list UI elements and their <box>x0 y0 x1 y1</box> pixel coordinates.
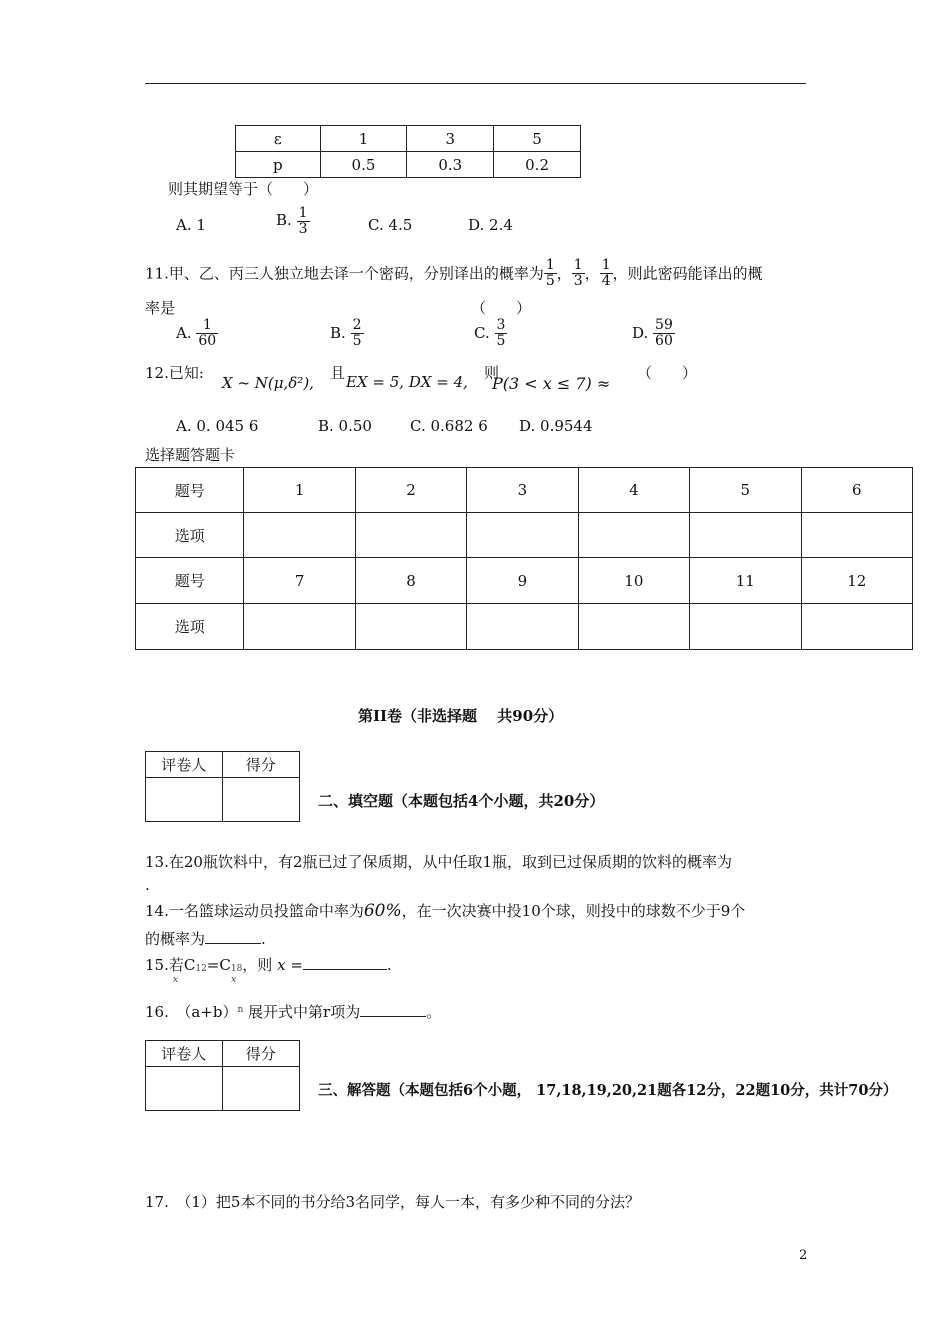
answer-slot[interactable] <box>244 513 355 558</box>
q10-option-a: A. 1 <box>176 216 206 234</box>
fraction <box>196 318 218 348</box>
separator: ， <box>584 264 600 283</box>
table-cell: 0.3 <box>407 152 494 178</box>
q11-line1 <box>145 258 763 288</box>
answer-blank[interactable] <box>205 931 261 944</box>
q14-text: 的概率为 <box>145 930 206 948</box>
q14-text: . <box>261 930 266 948</box>
q12-option-c: C. 0.682 6 <box>410 417 488 435</box>
fraction <box>600 258 613 288</box>
q12-then: 则 <box>484 364 500 382</box>
answer-slot[interactable] <box>801 513 912 558</box>
q15-text: ，则 <box>242 956 273 974</box>
q16-text: 展开式中第r项为 <box>243 1003 361 1021</box>
question-number: 5 <box>690 468 801 513</box>
q15-text: =C <box>206 956 231 974</box>
numerator: 1 <box>601 257 611 273</box>
denominator: 4 <box>601 272 611 289</box>
q14-percent: 60% <box>363 901 402 921</box>
answer-slot[interactable] <box>690 513 801 558</box>
grader-box <box>145 1040 300 1111</box>
q13-line2: . <box>145 876 150 894</box>
section2-title: 二、填空题（本题包括4个小题，共20分） <box>318 792 605 810</box>
table-cell: p <box>236 152 321 178</box>
option-label: D. <box>632 324 649 343</box>
answer-card-header: 题号 <box>136 468 244 513</box>
denominator: 60 <box>198 332 217 349</box>
table-cell: 0.5 <box>320 152 407 178</box>
answer-slot[interactable] <box>690 604 801 650</box>
fraction <box>653 318 675 348</box>
numerator: 2 <box>352 317 362 333</box>
score-slot[interactable] <box>222 778 300 822</box>
q10-option-b <box>276 206 310 236</box>
answer-slot[interactable] <box>801 604 912 650</box>
q17-text: 17. （1）把5本不同的书分给3名同学，每人一本，有多少种不同的分法？ <box>145 1193 640 1211</box>
table-cell: 3 <box>407 126 494 152</box>
q11-option-b <box>330 318 364 348</box>
fraction <box>544 258 557 288</box>
answer-card-header: 题号 <box>136 558 244 604</box>
numerator: 1 <box>196 318 218 334</box>
q16-text: 。 <box>426 1003 442 1021</box>
page-number: 2 <box>799 1248 808 1263</box>
q11-text: 11.甲、乙、丙三人独立地去译一个密码，分别译出的概率为 <box>145 264 544 283</box>
q11-paren: （ ） <box>471 299 532 317</box>
q12-prefix: 12.已知: <box>145 364 204 382</box>
q11-text: ，则此密码能译出的概 <box>612 264 763 283</box>
answer-card-table <box>135 467 913 650</box>
numerator: 1 <box>545 257 555 273</box>
numerator: 59 <box>655 317 673 333</box>
q15-text: = <box>285 956 303 974</box>
q12-condition-normal: X ~ N(μ,δ²), <box>222 374 314 392</box>
denominator: 5 <box>496 332 506 349</box>
numerator: 1 <box>298 205 308 221</box>
score-slot[interactable] <box>222 1067 300 1111</box>
combination-index: 18 <box>230 964 243 974</box>
question-number: 8 <box>355 558 466 604</box>
q11-option-d <box>632 318 675 348</box>
q14-text: ，在一次决赛中投10个球，则投中的球数不少于9个 <box>401 902 746 920</box>
q14-line2 <box>145 928 266 949</box>
table-cell: 0.2 <box>494 152 581 178</box>
q12-option-a: A. 0. 045 6 <box>176 417 259 435</box>
grader-header: 评卷人 <box>146 752 223 778</box>
q15-text: . <box>386 956 392 974</box>
denominator: 3 <box>573 272 583 289</box>
answer-slot[interactable] <box>467 513 578 558</box>
question-number: 7 <box>244 558 355 604</box>
q12-and: 且 <box>330 364 346 382</box>
q11-line2: 率是 <box>145 299 176 317</box>
question-number: 12 <box>801 558 912 604</box>
grader-box <box>145 751 300 822</box>
q11-option-a <box>176 318 218 348</box>
q10-option-c: C. 4.5 <box>368 216 413 234</box>
question-number: 11 <box>690 558 801 604</box>
part2-title: 第II卷（非选择题 共90分） <box>358 707 564 725</box>
combination-subscript: x <box>231 975 237 985</box>
answer-slot[interactable] <box>467 604 578 650</box>
answer-slot[interactable] <box>578 604 689 650</box>
q12-probability: P(3 < x ≤ 7) ≈ <box>492 374 611 393</box>
question-number: 4 <box>578 468 689 513</box>
table-cell: 5 <box>494 126 581 152</box>
exponent: n <box>237 1005 244 1015</box>
answer-card-title: 选择题答题卡 <box>145 446 236 464</box>
fraction <box>351 318 364 348</box>
q13-line1: 13.在20瓶饮料中，有2瓶已过了保质期，从中任取1瓶，取到已过保质期的饮料的概率为 <box>145 853 733 871</box>
numerator: 1 <box>573 257 583 273</box>
table-cell: ε <box>236 126 321 152</box>
question-number: 10 <box>578 558 689 604</box>
score-header: 得分 <box>222 1041 300 1067</box>
q14-line1 <box>145 900 745 921</box>
option-label: C. <box>474 324 490 343</box>
distribution-table <box>235 125 581 178</box>
fraction <box>297 206 310 236</box>
answer-slot[interactable] <box>244 604 355 650</box>
grader-header: 评卷人 <box>146 1041 223 1067</box>
denominator: 3 <box>298 220 308 237</box>
answer-slot[interactable] <box>355 513 466 558</box>
option-label: A. <box>176 324 192 343</box>
answer-blank[interactable] <box>303 957 387 970</box>
option-label: B. <box>330 324 346 343</box>
q16-text: 16. （a+b） <box>145 1003 238 1021</box>
option-label: B. <box>276 211 292 230</box>
answer-slot[interactable] <box>578 513 689 558</box>
answer-card-header: 选项 <box>136 604 244 650</box>
q11-option-c <box>474 318 507 348</box>
combination-index: 12 <box>195 964 207 974</box>
question-number: 3 <box>467 468 578 513</box>
answer-slot[interactable] <box>355 604 466 650</box>
section3-title: 三、解答题（本题包括6个小题， 17,18,19,20,21题各12分，22题10分，共计70分） <box>318 1082 898 1099</box>
score-header: 得分 <box>222 752 300 778</box>
answer-card-header: 选项 <box>136 513 244 558</box>
header-rule <box>145 83 806 84</box>
table-cell: 1 <box>320 126 407 152</box>
numerator: 3 <box>496 317 506 333</box>
separator: ， <box>556 264 572 283</box>
q12-option-b: B. 0.50 <box>318 417 372 435</box>
q15-text: 15.若 <box>145 956 184 974</box>
q12-option-d: D. 0.9544 <box>519 417 593 435</box>
q10-option-d: D. 2.4 <box>468 216 513 234</box>
grader-slot[interactable] <box>146 1067 223 1111</box>
denominator: 60 <box>655 332 673 349</box>
q16-line <box>145 1001 441 1022</box>
denominator: 5 <box>352 332 362 349</box>
q15-line <box>145 954 392 975</box>
question-number: 2 <box>355 468 466 513</box>
question-number: 1 <box>244 468 355 513</box>
variable-x: x <box>277 956 286 974</box>
q14-text: 14.一名篮球运动员投篮命中率为 <box>145 902 364 920</box>
denominator: 5 <box>545 272 555 289</box>
grader-slot[interactable] <box>146 778 223 822</box>
q10-stem: 则其期望等于（ ） <box>168 180 319 198</box>
question-number: 6 <box>801 468 912 513</box>
answer-blank[interactable] <box>360 1004 426 1017</box>
q12-paren: （ ） <box>637 364 698 382</box>
combination-subscript: x <box>173 975 179 985</box>
fraction <box>572 258 585 288</box>
fraction <box>495 318 508 348</box>
question-number: 9 <box>467 558 578 604</box>
q12-condition-moments: EX = 5, DX = 4, <box>346 373 468 391</box>
combination-symbol: C <box>183 956 196 974</box>
